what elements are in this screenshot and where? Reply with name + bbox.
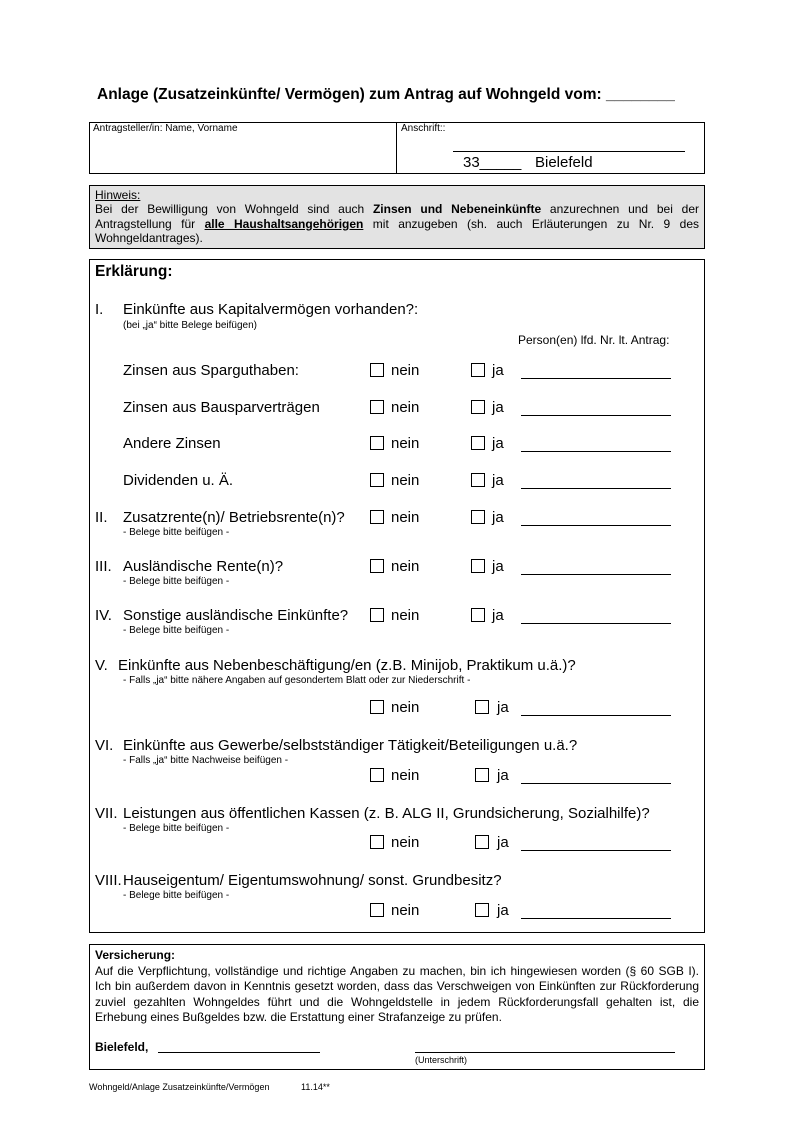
interest-label: Zinsen aus Sparguthaben: [123, 362, 299, 379]
footer-version: 11.14** [301, 1082, 330, 1092]
person-number-field[interactable] [521, 783, 671, 784]
yes-checkbox[interactable] [471, 436, 485, 450]
page-title: Anlage (Zusatzeinkünfte/ Vermögen) zum Antrag auf Wohngeld vom: ________ [97, 86, 675, 103]
date-field[interactable] [158, 1052, 320, 1053]
yes-checkbox[interactable] [471, 559, 485, 573]
no-checkbox[interactable] [370, 835, 384, 849]
yes-label: ja [492, 509, 504, 526]
no-checkbox[interactable] [370, 559, 384, 573]
yes-checkbox[interactable] [475, 903, 489, 917]
section-question: Einkünfte aus Nebenbeschäftigung/en (z.B. Minijob, Praktikum u.ä.)? [118, 657, 576, 674]
insurance-text: Auf die Verpflichtung, vollständige und richtige Angaben zu machen, bin ich hingewiesen worden (§ 60 SGB I). Ich bin außerdem davon in Kenntnis gesetzt worden, dass das Verschweigen von Einkünften zur Rückforderung zuviel gezahlten Wohngeldes führt und die Wohngeldstelle in jedem Rückforderungsfall gehalten ist, die Erhebung eines Bußgeldes bzw. die Erstattung einer Strafanzeige zu prüfen. [95, 963, 699, 1024]
section-note: - Falls „ja“ bitte Nachweise beifügen - [123, 755, 289, 766]
section-note: - Belege bitte beifügen - [123, 890, 230, 901]
section-note: - Belege bitte beifügen - [123, 823, 230, 834]
section-num: I. [95, 301, 104, 318]
no-label: nein [391, 435, 420, 452]
section-num: VI. [95, 737, 114, 754]
person-number-field[interactable] [521, 451, 671, 452]
signature-field[interactable] [415, 1052, 675, 1053]
yes-checkbox[interactable] [475, 768, 489, 782]
signature-place: Bielefeld, [95, 1040, 149, 1054]
signature-label: (Unterschrift) [415, 1055, 468, 1065]
section-note: (bei „ja“ bitte Belege beifügen) [123, 320, 257, 331]
no-checkbox[interactable] [370, 608, 384, 622]
person-number-field[interactable] [521, 574, 671, 575]
city: Bielefeld [535, 154, 593, 171]
section-num: V. [95, 657, 108, 674]
no-checkbox[interactable] [370, 768, 384, 782]
no-label: nein [391, 834, 420, 851]
applicant-divider [396, 122, 397, 174]
name-label: Antragsteller/in: Name, Vorname [93, 123, 238, 134]
yes-label: ja [492, 435, 504, 452]
person-number-field[interactable] [521, 715, 671, 716]
yes-label: ja [492, 558, 504, 575]
yes-label: ja [497, 699, 509, 716]
person-number-field[interactable] [521, 918, 671, 919]
yes-checkbox[interactable] [471, 400, 485, 414]
section-num: III. [95, 558, 112, 575]
section-question: Leistungen aus öffentlichen Kassen (z. B. ALG II, Grundsicherung, Sozialhilfe)? [123, 805, 650, 822]
address-label: Anschrift:: [401, 123, 446, 134]
person-number-field[interactable] [521, 378, 671, 379]
yes-checkbox[interactable] [475, 700, 489, 714]
person-number-field[interactable] [521, 525, 671, 526]
no-label: nein [391, 509, 420, 526]
no-checkbox[interactable] [370, 473, 384, 487]
yes-label: ja [492, 362, 504, 379]
section-note: - Belege bitte beifügen - [123, 527, 230, 538]
yes-checkbox[interactable] [471, 473, 485, 487]
no-label: nein [391, 362, 420, 379]
no-label: nein [391, 558, 420, 575]
no-label: nein [391, 902, 420, 919]
section-num: IV. [95, 607, 112, 624]
hint-bold-a: Zinsen und Nebeneinkünfte [372, 202, 542, 217]
yes-label: ja [492, 472, 504, 489]
section-note: - Belege bitte beifügen - [123, 576, 230, 587]
section-num: VII. [95, 805, 118, 822]
yes-checkbox[interactable] [471, 608, 485, 622]
section-question: Einkünfte aus Gewerbe/selbstständiger Tätigkeit/Beteiligungen u.ä.? [123, 737, 578, 754]
interest-label: Dividenden u. Ä. [123, 472, 234, 489]
no-label: nein [391, 699, 420, 716]
yes-label: ja [492, 607, 504, 624]
hint-bold-b: alle Haushaltsangehörigen [204, 216, 364, 231]
no-checkbox[interactable] [370, 700, 384, 714]
hint-text-b: anzurechnen und bei der Antragstellung für [95, 202, 699, 231]
yes-label: ja [497, 767, 509, 784]
no-label: nein [391, 472, 420, 489]
no-checkbox[interactable] [370, 363, 384, 377]
footer-form-name: Wohngeld/Anlage Zusatzeinkünfte/Vermögen [89, 1082, 270, 1092]
section-question: Sonstige ausländische Einkünfte? [123, 607, 349, 624]
no-label: nein [391, 767, 420, 784]
person-number-field[interactable] [521, 850, 671, 851]
declaration-heading: Erklärung: [95, 263, 173, 280]
hint-text-c: mit anzugeben (sh. auch Erläuterungen zu Nr. 9 des Wohngeldantrages). [95, 216, 699, 245]
no-checkbox[interactable] [370, 903, 384, 917]
yes-label: ja [492, 399, 504, 416]
section-note: - Falls „ja“ bitte nähere Angaben auf gesondertem Blatt oder zur Niederschrift - [123, 675, 471, 686]
section-note: - Belege bitte beifügen - [123, 625, 230, 636]
no-checkbox[interactable] [370, 400, 384, 414]
insurance-heading: Versicherung: [95, 948, 176, 962]
yes-checkbox[interactable] [475, 835, 489, 849]
name-field[interactable] [90, 136, 395, 173]
yes-label: ja [497, 834, 509, 851]
interest-label: Andere Zinsen [123, 435, 221, 452]
person-number-field[interactable] [521, 415, 671, 416]
yes-checkbox[interactable] [471, 510, 485, 524]
person-header: Person(en) lfd. Nr. lt. Antrag: [518, 333, 670, 347]
hint-text-a: Bei der Bewilligung von Wohngeld sind auch [95, 202, 373, 217]
yes-checkbox[interactable] [471, 363, 485, 377]
section-question: Ausländische Rente(n)? [123, 558, 284, 575]
section-question: Hauseigentum/ Eigentumswohnung/ sonst. Grundbesitz? [123, 872, 502, 889]
no-checkbox[interactable] [370, 436, 384, 450]
street-field[interactable] [453, 151, 685, 152]
section-num: II. [95, 509, 108, 526]
section-question: Einkünfte aus Kapitalvermögen vorhanden?: [123, 301, 419, 318]
interest-label: Zinsen aus Bausparverträgen [123, 399, 320, 416]
person-number-field[interactable] [521, 488, 671, 489]
section-question: Zusatzrente(n)/ Betriebsrente(n)? [123, 509, 345, 526]
yes-label: ja [497, 902, 509, 919]
postal-code[interactable]: 33_____ [463, 154, 522, 171]
no-label: nein [391, 399, 420, 416]
no-checkbox[interactable] [370, 510, 384, 524]
hint-heading: Hinweis: [95, 188, 141, 202]
section-num: VIII. [95, 872, 122, 889]
person-number-field[interactable] [521, 623, 671, 624]
hint-box [89, 185, 705, 249]
no-label: nein [391, 607, 420, 624]
